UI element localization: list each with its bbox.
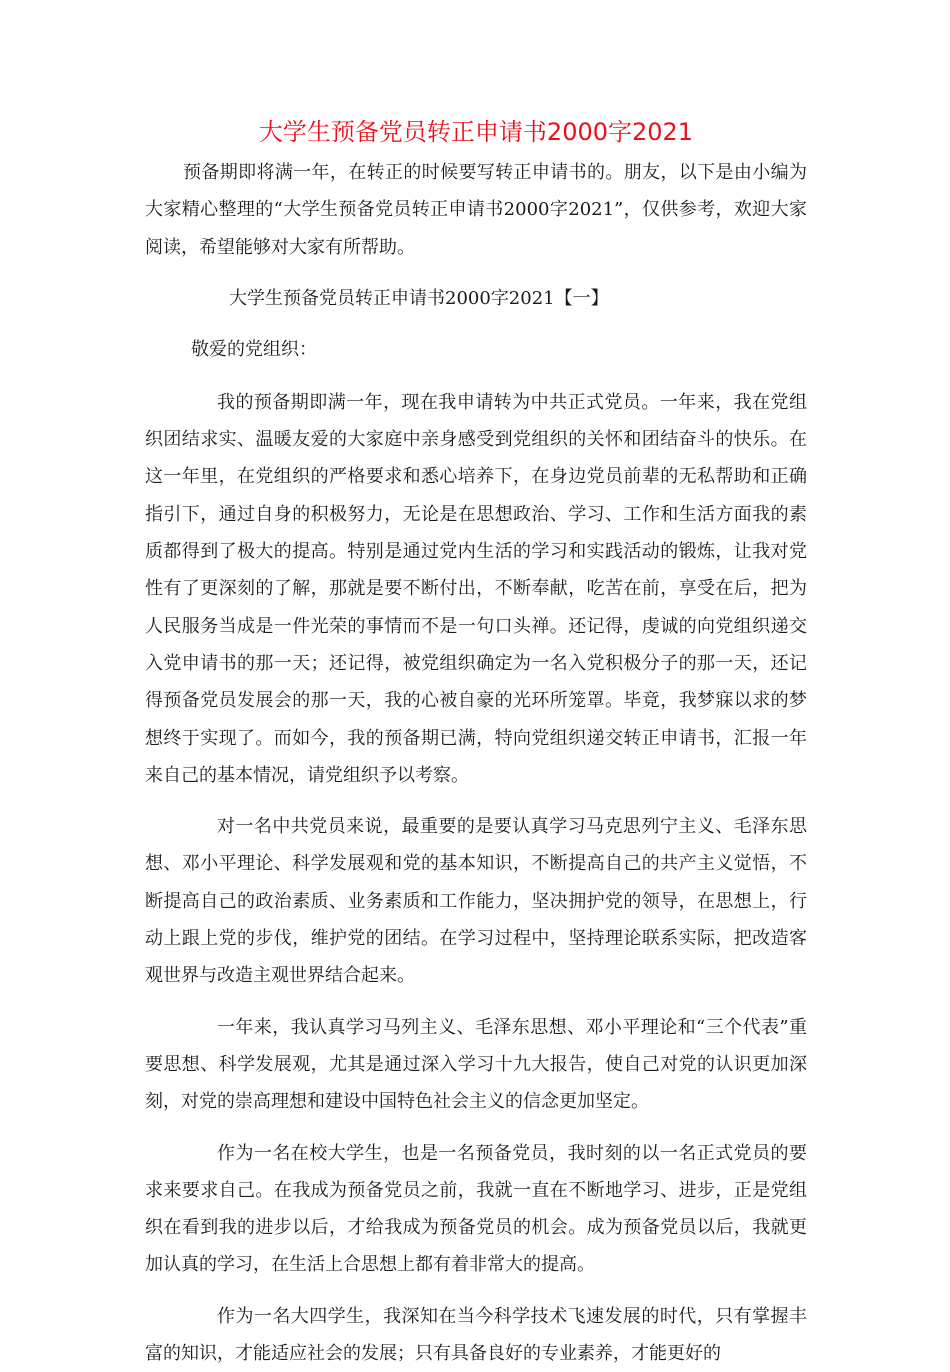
body-paragraph: 作为一名在校大学生，也是一名预备党员，我时刻的以一名正式党员的要求来要求自己。在我成为预备党员之前，我就一直在不断地学习、进步，正是党组织在看到我的进步以后，才给我成为预备党员的机会。成为预备党员以后，我就更加认真的学习，在生活上合思想上都有着非常大的提高。 <box>145 1142 807 1276</box>
intro-paragraph: 预备期即将满一年，在转正的时候要写转正申请书的。朋友，以下是由小编为大家精心整理的“大学生预备党员转正申请书2000字2021”，仅供参考，欢迎大家阅读，希望能够对大家有所帮助。 <box>145 162 807 258</box>
body-paragraph: 作为一名大四学生，我深知在当今科学技术飞速发展的时代，只有掌握丰富的知识，才能适应社会的发展；只有具备良好的专业素养，才能更好的 <box>145 1305 807 1365</box>
document-page <box>145 112 807 1372</box>
section-heading: 大学生预备党员转正申请书2000字2021【一】 <box>229 287 609 309</box>
salutation: 敬爱的党组织： <box>191 338 317 360</box>
body-paragraph: 一年来，我认真学习马列主义、毛泽东思想、邓小平理论和“三个代表”重要思想、科学发展观，尤其是通过深入学习十九大报告，使自己对党的认识更加深刻，对党的崇高理想和建设中国特色社会主义的信念更加坚定。 <box>145 1016 807 1113</box>
document-title: 大学生预备党员转正申请书2000字2021 <box>258 118 694 146</box>
body-paragraph: 我的预备期即满一年，现在我申请转为中共正式党员。一年来，我在党组织团结求实、温暖友爱的大家庭中亲身感受到党组织的关怀和团结奋斗的快乐。在这一年里，在党组织的严格要求和悉心培养下，在身边党员前辈的无私帮助和正确指引下，通过自身的积极努力，无论是在思想政治、学习、工作和生活方面我的素质都得到了极大的提高。特别是通过党内生活的学习和实践活动的锻炼，让我对党性有了更深刻的了解，那就是要不断付出，不断奉献，吃苦在前，享受在后，把为人民服务当成是一件光荣的事情而不是一句口头禅。还记得，虔诚的向党组织递交入党申请书的那一天；还记得，被党组织确定为一名入党积极分子的那一天，还记得预备党员发展会的那一天，我的心被自豪的光环所笼罩。毕竟，我梦寐以求的梦想终于实现了。而如今，我的预备期已满，特向党组织递交转正申请书，汇报一年来自己的基本情况，请党组织予以考察。 <box>145 391 807 786</box>
body-paragraph: 对一名中共党员来说，最重要的是要认真学习马克思列宁主义、毛泽东思想、邓小平理论、科学发展观和党的基本知识，不断提高自己的共产主义觉悟，不断提高自己的政治素质、业务素质和工作能力，坚决拥护党的领导，在思想上，行动上跟上党的步伐，维护党的团结。在学习过程中，坚持理论联系实际，把改造客观世界与改造主观世界结合起来。 <box>145 816 807 987</box>
